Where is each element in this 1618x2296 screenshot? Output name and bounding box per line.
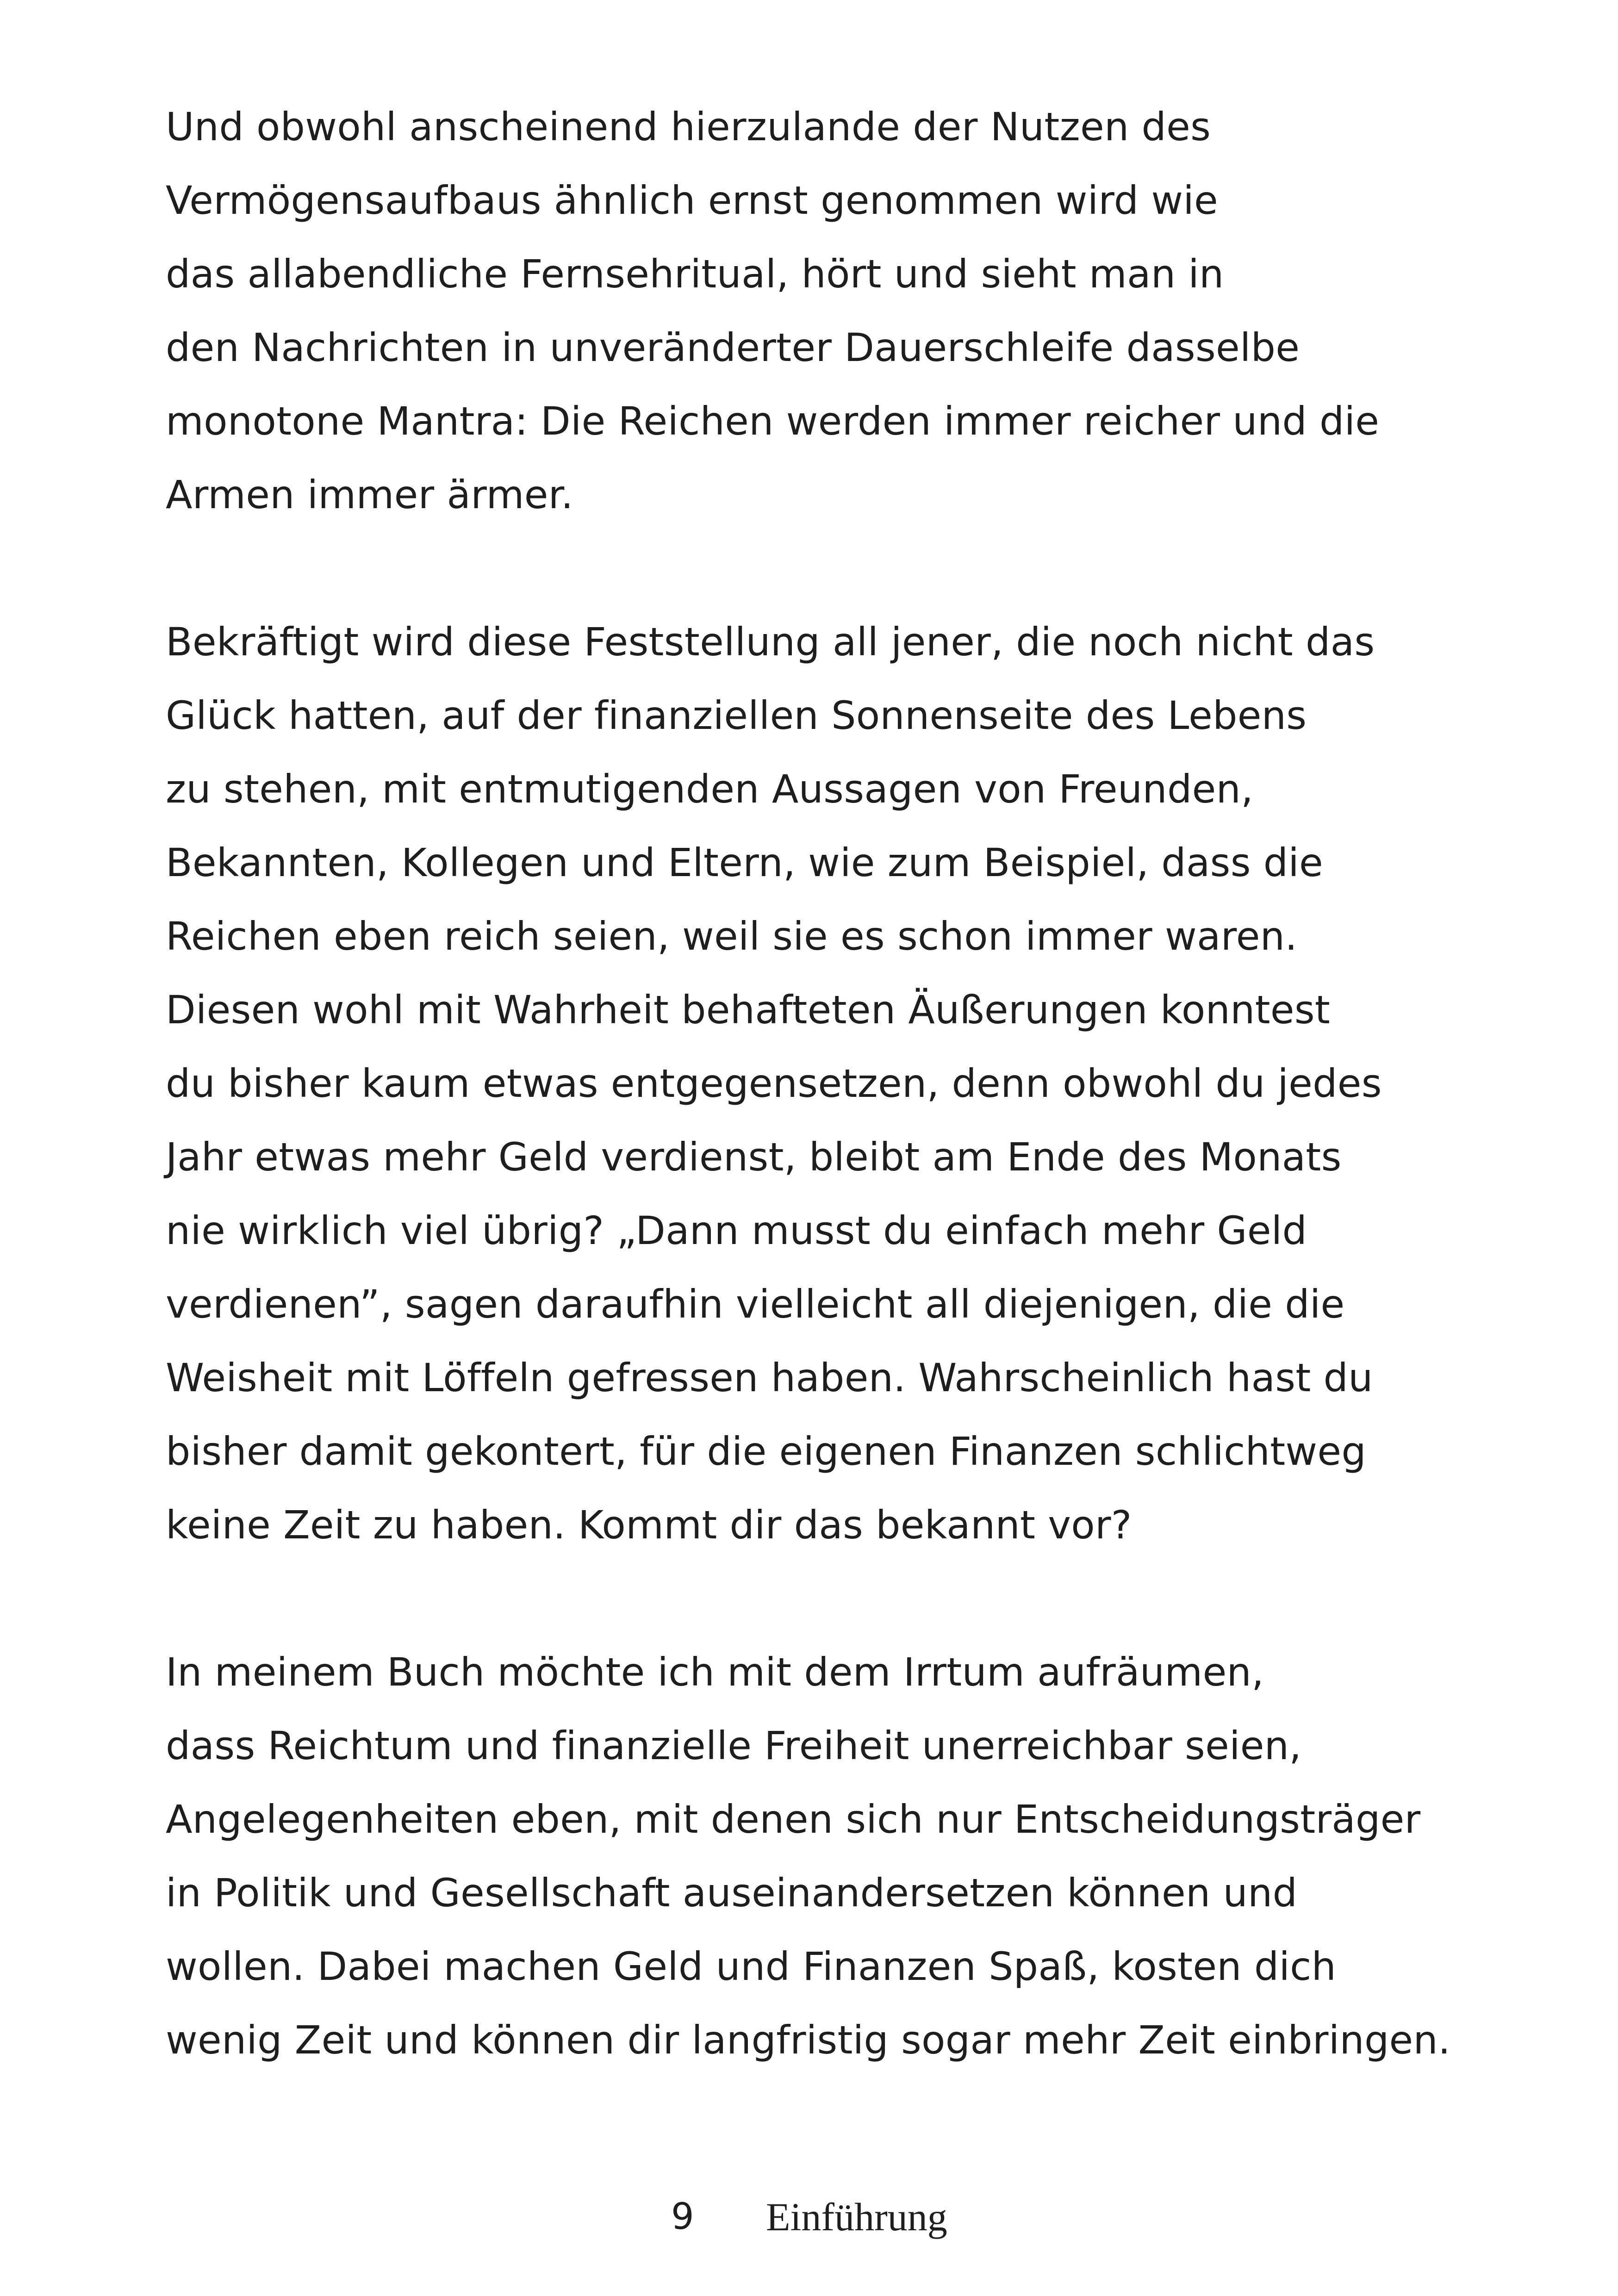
text-line: Glück hatten, auf der finanziellen Sonnenseite des Lebens	[166, 693, 1307, 738]
page-footer	[0, 2189, 1618, 2245]
paragraph-2	[166, 605, 1554, 1562]
text-line: Jahr etwas mehr Geld verdienst, bleibt am Ende des Monats	[166, 1134, 1342, 1180]
text-line: verdienen”, sagen daraufhin vielleicht all diejenigen, die die	[166, 1282, 1345, 1327]
text-line: Reichen eben reich seien, weil sie es schon immer waren.	[166, 914, 1298, 959]
text-line: wenig Zeit und können dir langfristig sogar mehr Zeit einbringen.	[166, 2017, 1451, 2063]
text-line: Bekräftigt wird diese Feststellung all jener, die noch nicht das	[166, 619, 1375, 665]
body-text	[166, 90, 1554, 2077]
text-line: du bisher kaum etwas entgegensetzen, denn obwohl du jedes	[166, 1061, 1382, 1106]
paragraph-1	[166, 90, 1554, 532]
text-line: Vermögensaufbaus ähnlich ernst genommen wird wie	[166, 178, 1218, 223]
paragraph-3	[166, 1636, 1554, 2077]
paragraph-spacer	[166, 1562, 1554, 1636]
text-line: in Politik und Gesellschaft auseinandersetzen können und	[166, 1870, 1298, 1916]
text-line: wollen. Dabei machen Geld und Finanzen Spaß, kosten dich	[166, 1944, 1337, 1989]
text-line: Weisheit mit Löffeln gefressen haben. Wahrscheinlich hast du	[166, 1355, 1373, 1400]
text-line: Und obwohl anscheinend hierzulande der Nutzen des	[166, 104, 1211, 149]
text-line: monotone Mantra: Die Reichen werden immer reicher und die	[166, 398, 1380, 444]
running-section-title: Einführung	[766, 2195, 947, 2239]
text-line: bisher damit gekontert, für die eigenen Finanzen schlichtweg	[166, 1429, 1367, 1474]
text-line: Armen immer ärmer.	[166, 472, 573, 517]
paragraph-spacer	[166, 532, 1554, 605]
text-line: Diesen wohl mit Wahrheit behafteten Äußerungen konntest	[166, 987, 1331, 1033]
text-line: In meinem Buch möchte ich mit dem Irrtum aufräumen,	[166, 1649, 1264, 1695]
page-number: 9	[671, 2196, 694, 2238]
text-line: dass Reichtum und finanzielle Freiheit unerreichbar seien,	[166, 1723, 1302, 1768]
text-line: Angelegenheiten eben, mit denen sich nur Entscheidungsträger	[166, 1797, 1421, 1842]
text-line: zu stehen, mit entmutigenden Aussagen von Freunden,	[166, 766, 1254, 812]
text-line: den Nachrichten in unveränderter Dauerschleife dasselbe	[166, 325, 1300, 370]
text-line: nie wirklich viel übrig? „Dann musst du einfach mehr Geld	[166, 1208, 1307, 1253]
text-line: Bekannten, Kollegen und Eltern, wie zum Beispiel, dass die	[166, 840, 1324, 885]
text-line: das allabendliche Fernsehritual, hört und sieht man in	[166, 251, 1224, 297]
text-line: keine Zeit zu haben. Kommt dir das bekannt vor?	[166, 1502, 1132, 1548]
